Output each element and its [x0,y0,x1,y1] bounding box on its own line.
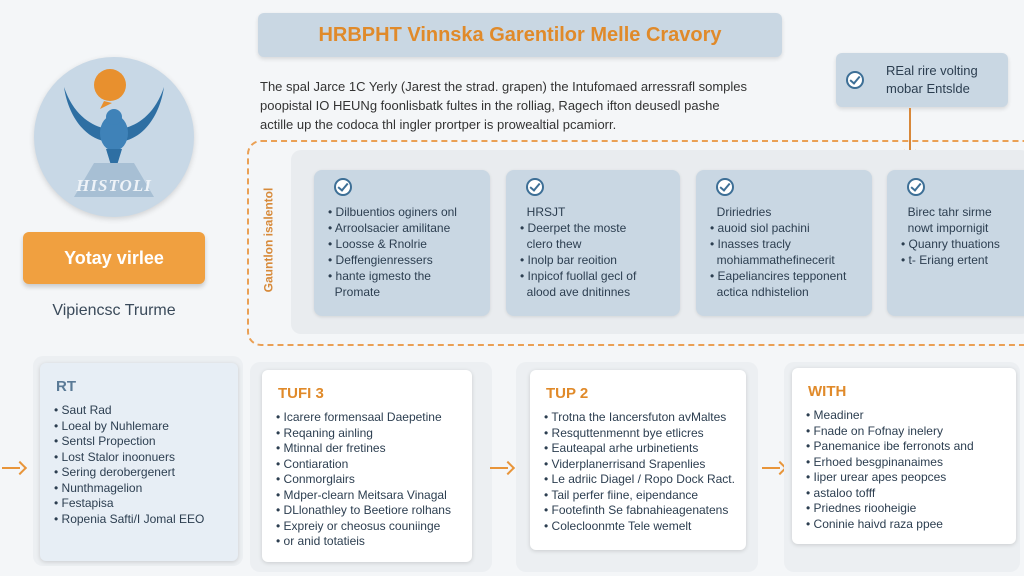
intro-line: The spal Jarce 1C Yerly (Jarest the strad. grapen) the Intufomaed arressrafl somples [260,79,748,94]
list-item: • Mtinnal der fretines [276,441,464,457]
callout-line: REal rire volting [886,63,978,78]
list-item: Dririedries [716,205,772,219]
list-item: clero thew [526,237,582,251]
list-item: nowt impornigit [907,221,989,235]
cta-button[interactable]: Yotay virlee [23,232,205,284]
list-item: • Eauteapal arhe urbinetients [544,441,738,457]
card-3 [696,170,872,316]
list-item: Promate [334,285,381,299]
list-item: • Resquttenmennt bye etlicres [544,426,738,442]
intro-line: actille up the codoca thl ingler prortper is prowealtial pcamiorr. [260,117,617,132]
subtitle: Vipiencsc Trurme [52,302,176,319]
list-item: • astaloo tofff [806,486,1008,502]
list-item: • Arroolsacier amilitane [328,221,451,235]
list-item: • Iiper urear apes peopces [806,470,1008,486]
list-item: • hante igmesto the [328,269,431,283]
list-item: • Inasses tracly [710,237,791,251]
list-item: • auoid siol pachini [710,221,810,235]
list-item: • Conmorglairs [276,472,464,488]
list-item: • Contiaration [276,457,464,473]
list-item: • Coninie haivd raza ppee [806,517,1008,533]
list-item: • Fnade on Fofnay inelery [806,424,1008,440]
cards-panel [291,150,1024,334]
list-item: • Footefinth Se fabnahieagenatens [544,503,738,519]
list-item: • Deerpet the moste [520,221,627,235]
step-box-title: TUFI 3 [278,385,324,402]
arrow-right-icon [2,461,28,475]
check-icon [526,178,544,196]
list-item: mohiammathefinecerit [716,253,835,267]
list-item: • Dilbuentios oginers onl [328,205,457,219]
list-item: • Loosse & Rnolrie [328,237,427,251]
list-item: • Priednes riooheigie [806,501,1008,517]
callout-line: mobar Entslde [886,81,970,96]
callout-box [836,53,1008,107]
list-item: • or anid totatieis [276,534,464,550]
list-item: • Festapisa [54,496,230,512]
list-item: • Lost Stalor inoonuers [54,450,230,466]
list-item: • Erhoed besgpinanaimes [806,455,1008,471]
step-box-3 [530,370,746,550]
step-box-4 [792,368,1016,544]
list-item: • Eapeliancires tepponent [710,269,847,283]
list-item: HRSJT [526,205,566,219]
list-item: alood ave dnitinnes [526,285,631,299]
page-title: HRBPHT Vinnska Garentilor Melle Cravory [258,13,782,57]
list-item: • DLlonathley to Beetiore rolhans [276,503,464,519]
list-item: • Ropenia Safti/I Jomal EEO [54,512,230,528]
vertical-label-text: Gauntlon isalentol [261,187,276,293]
list-item: • Loeal by Nuhlemare [54,419,230,435]
list-item: • Deffengienressers [328,253,433,267]
list-item: • Reqaning ainling [276,426,464,442]
list-item: • Panemanice ibe ferronots and [806,439,1008,455]
step-box-1 [40,363,238,561]
list-item: • Nunthmagelion [54,481,230,497]
list-item: • Meadiner [806,408,1008,424]
intro-line: poopistal IO HEUNg foonlisbatk fultes in the rolliag, Ragech ifton deusedl pashe [260,98,720,113]
card-2 [506,170,680,316]
list-item: • Mdper-clearn Meitsara Vinagal [276,488,464,504]
step-box-title: WITH [808,383,847,400]
list-item: • Le adriic Diagel / Ropo Dock Ract. [544,472,738,488]
arrow-right-icon [490,461,516,475]
check-icon [846,71,864,89]
check-icon [334,178,352,196]
check-icon [716,178,734,196]
step-box-2 [262,370,472,562]
list-item: • Colecloonmte Tele wemelt [544,519,738,535]
list-item: • Trotna the Iancersfuton avMaltes [544,410,738,426]
logo-text: HISTOLI [76,176,152,195]
list-item: • Inpicof fuollal gecl of [520,269,637,283]
list-item: • Sentsl Propection [54,434,230,450]
callout-text [886,62,978,98]
check-icon [907,178,925,196]
list-item: • Sering derobergenert [54,465,230,481]
card-1 [314,170,490,316]
vertical-label [258,170,278,310]
list-item: • Icarere formensaal Daepetine [276,410,464,426]
list-item: • t- Eriang ertent [901,253,988,267]
list-item: • Viderplanerrisand Srapenlies [544,457,738,473]
list-item: actica ndhistelion [716,285,809,299]
card-4 [887,170,1024,316]
list-item: • Quanry thuations [901,237,1000,251]
intro-paragraph [260,77,780,134]
list-item: • Expreiy or cheosus couniinge [276,519,464,535]
list-item: • Tail perfer fiine, eipendance [544,488,738,504]
list-item: • Saut Rad [54,403,230,419]
step-box-title: TUP 2 [546,385,589,402]
list-item: • Inolp bar reoition [520,253,617,267]
list-item: Birec tahr sirme [907,205,992,219]
step-box-title: RT [56,378,76,395]
